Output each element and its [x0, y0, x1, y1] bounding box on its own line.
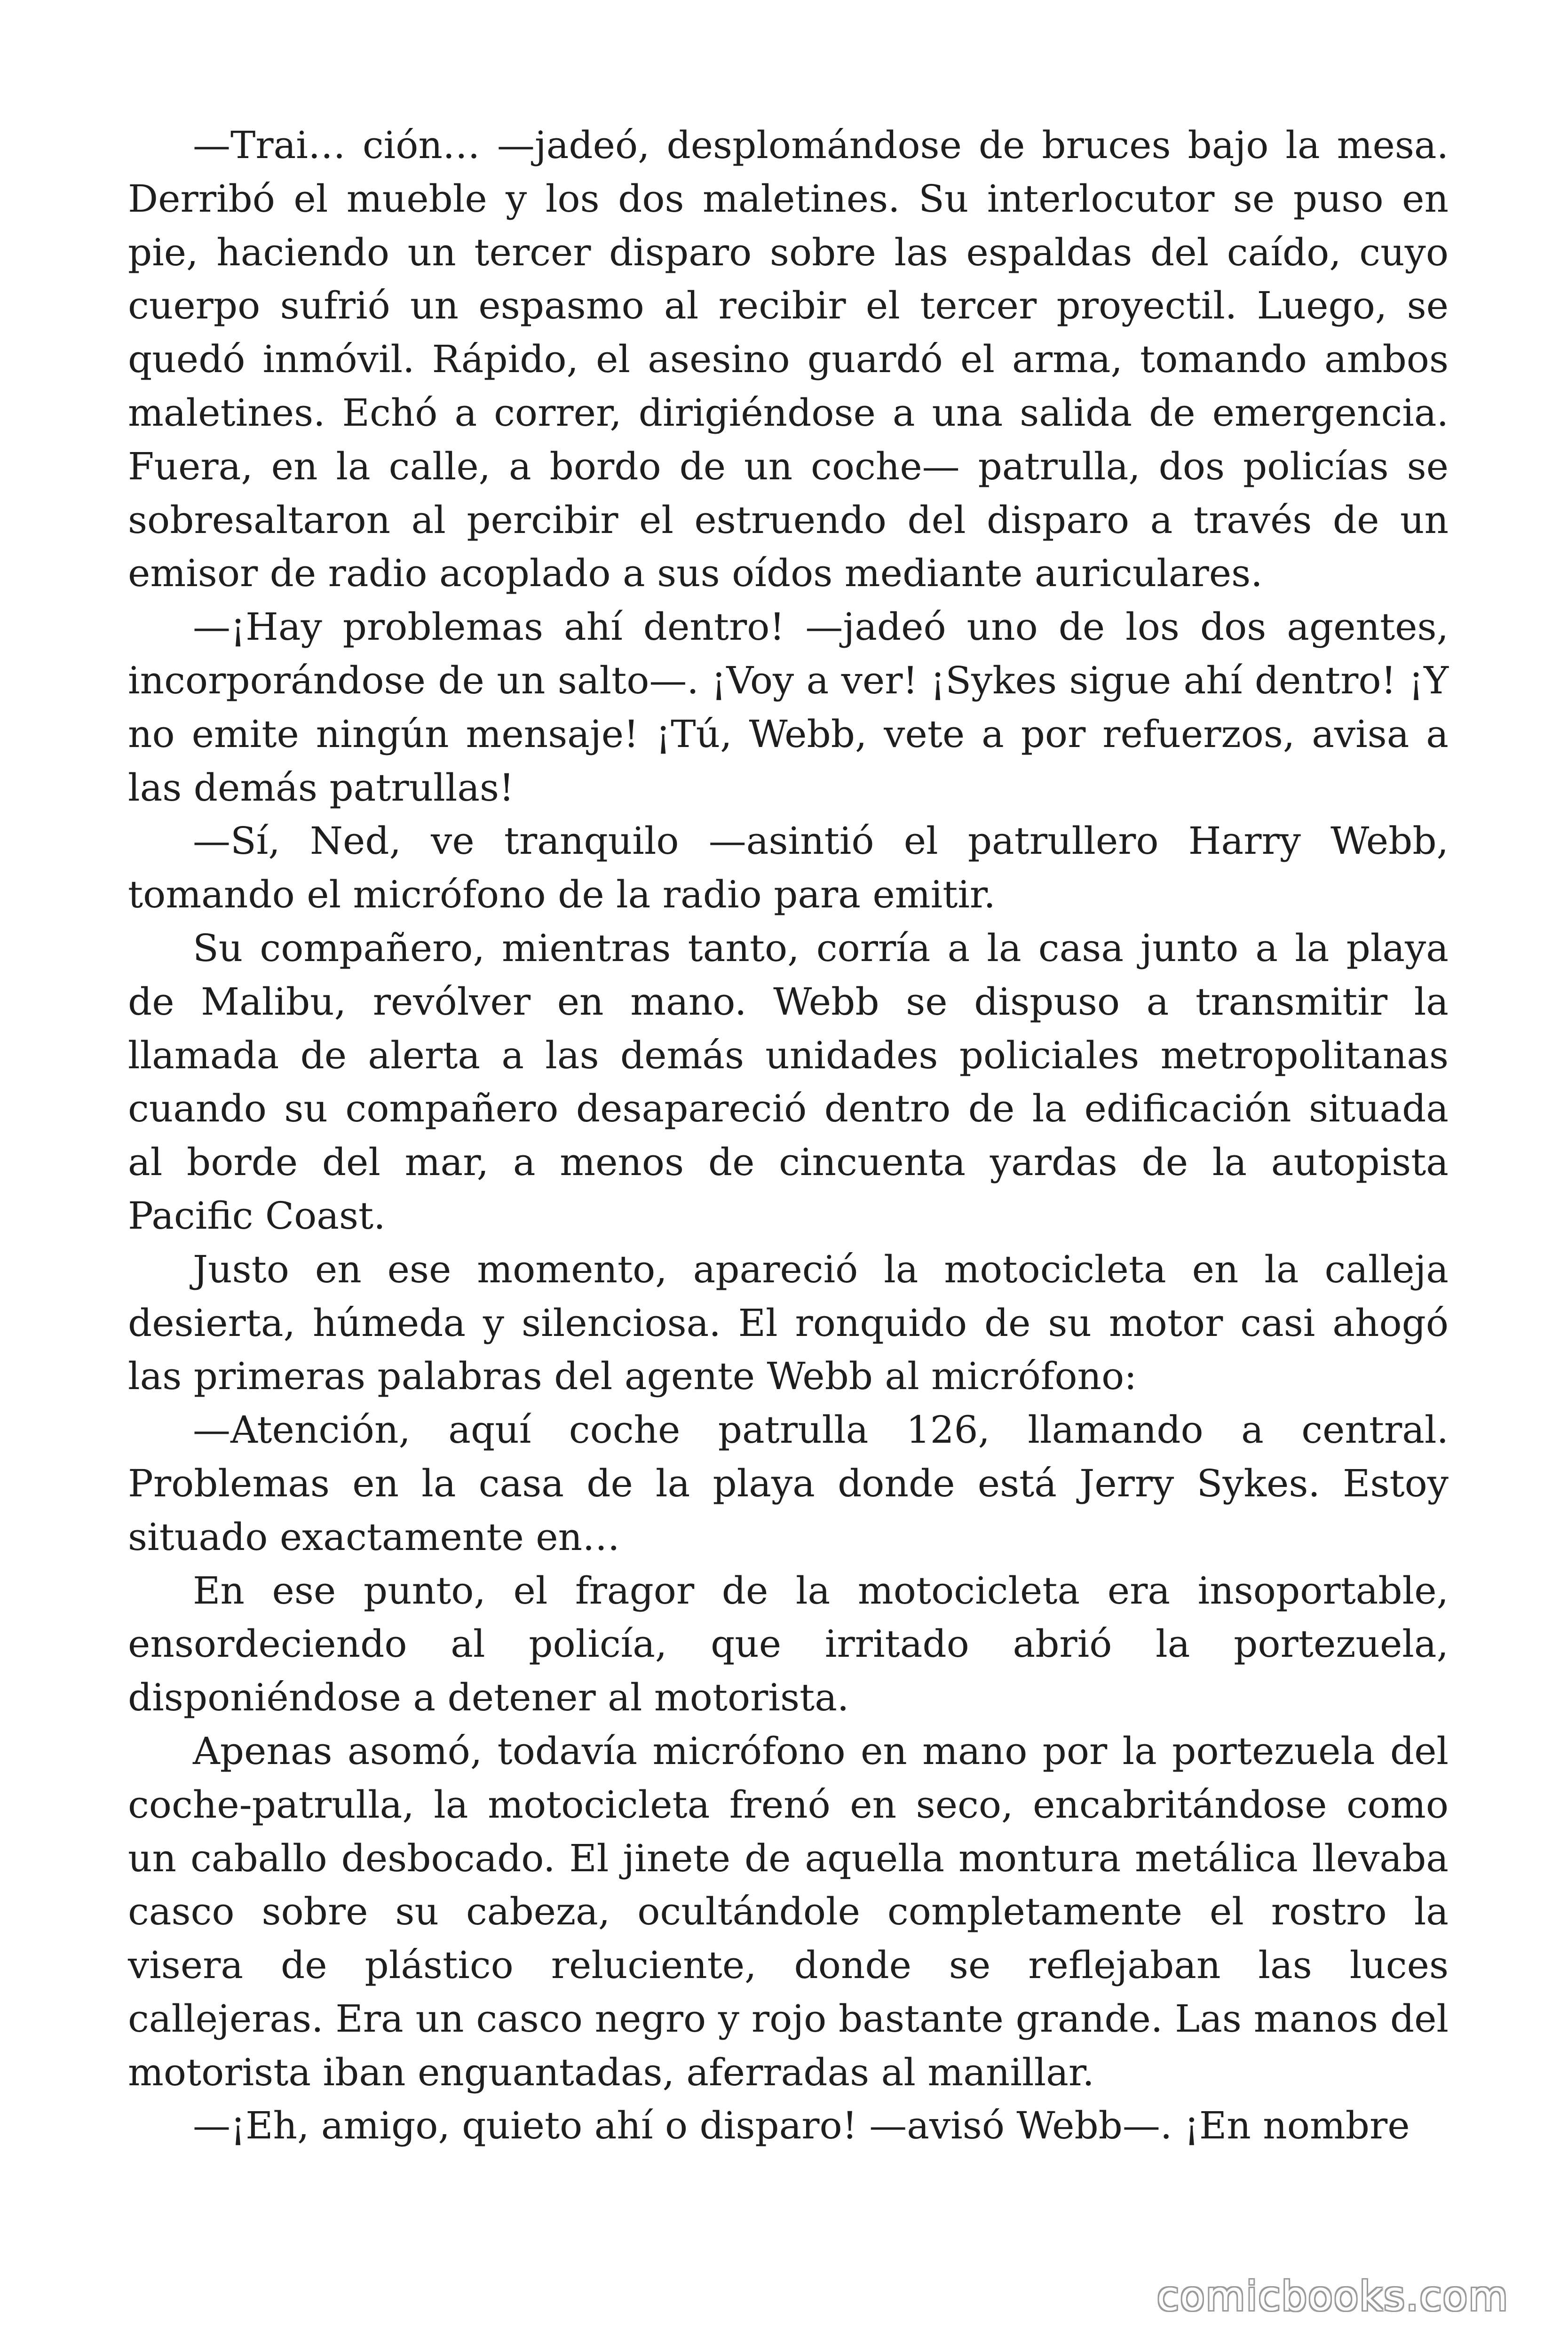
paragraph: En ese punto, el fragor de la motocicleta era insoportable, ensordeciendo al policía, que irritado abrió la portezuela, disponiéndose a detener al motorista.: [128, 1568, 1449, 1720]
paragraph: —Atención, aquí coche patrulla 126, llamando a central. Problemas en la casa de la playa donde está Jerry Sykes. Estoy situado exactamente en…: [128, 1408, 1449, 1559]
paragraph: —¡Eh, amigo, quieto ahí o disparo! —avisó Webb—. ¡En nombre: [193, 2104, 1410, 2148]
watermark: comicbooks.com: [1156, 2273, 1509, 2320]
paragraph: —Sí, Ned, ve tranquilo —asintió el patrullero Harry Webb, tomando el micrófono de la radio para emitir.: [128, 819, 1449, 917]
paragraph: Apenas asomó, todavía micrófono en mano por la portezuela del coche-patrulla, la motocicleta frenó en seco, encabritándose como un caballo desbocado. El jinete de aquella montura metálica llevaba casco sobre su cabeza, ocultándole completamente el rostro la visera de plástico reluciente, donde se reflejaban las luces callejeras. Era un casco negro y rojo bastante grande. Las manos del motorista iban enguantadas, aferradas al manillar.: [128, 1729, 1449, 2094]
paragraph: —Trai… ción… —jadeó, desplomándose de bruces bajo la mesa. Derribó el mueble y los dos maletines. Su interlocutor se puso en pie, haciendo un tercer disparo sobre las espaldas del caído, cuyo cuerpo sufrió un espasmo al recibir el tercer proyectil. Luego, se quedó inmóvil. Rápido, el asesino guardó el arma, tomando ambos maletines. Echó a correr, dirigiéndose a una salida de emergencia. Fuera, en la calle, a bordo de un coche— patrulla, dos policías se sobresaltaron al percibir el estruendo del disparo a través de un emisor de radio acoplado a sus oídos mediante auriculares.: [128, 123, 1449, 596]
paragraph: Justo en ese momento, apareció la motocicleta en la calleja desierta, húmeda y silenciosa. El ronquido de su motor casi ahogó las primeras palabras del agente Webb al micrófono:: [128, 1247, 1449, 1398]
paragraph: Su compañero, mientras tanto, corría a la casa junto a la playa de Malibu, revólver en mano. Webb se dispuso a transmitir la llamada de alerta a las demás unidades policiales metropolitanas cuando su compañero desapareció dentro de la edificación situada al borde del mar, a menos de cincuenta yardas de la autopista Pacific Coast.: [128, 926, 1449, 1238]
paragraph: —¡Hay problemas ahí dentro! —jadeó uno de los dos agentes, incorporándose de un salto—. ¡Voy a ver! ¡Sykes sigue ahí dentro! ¡Y no emite ningún mensaje! ¡Tú, Webb, vete a por refuerzos, avisa a las demás patrullas!: [128, 605, 1449, 810]
page-body-text: [128, 119, 1449, 2153]
